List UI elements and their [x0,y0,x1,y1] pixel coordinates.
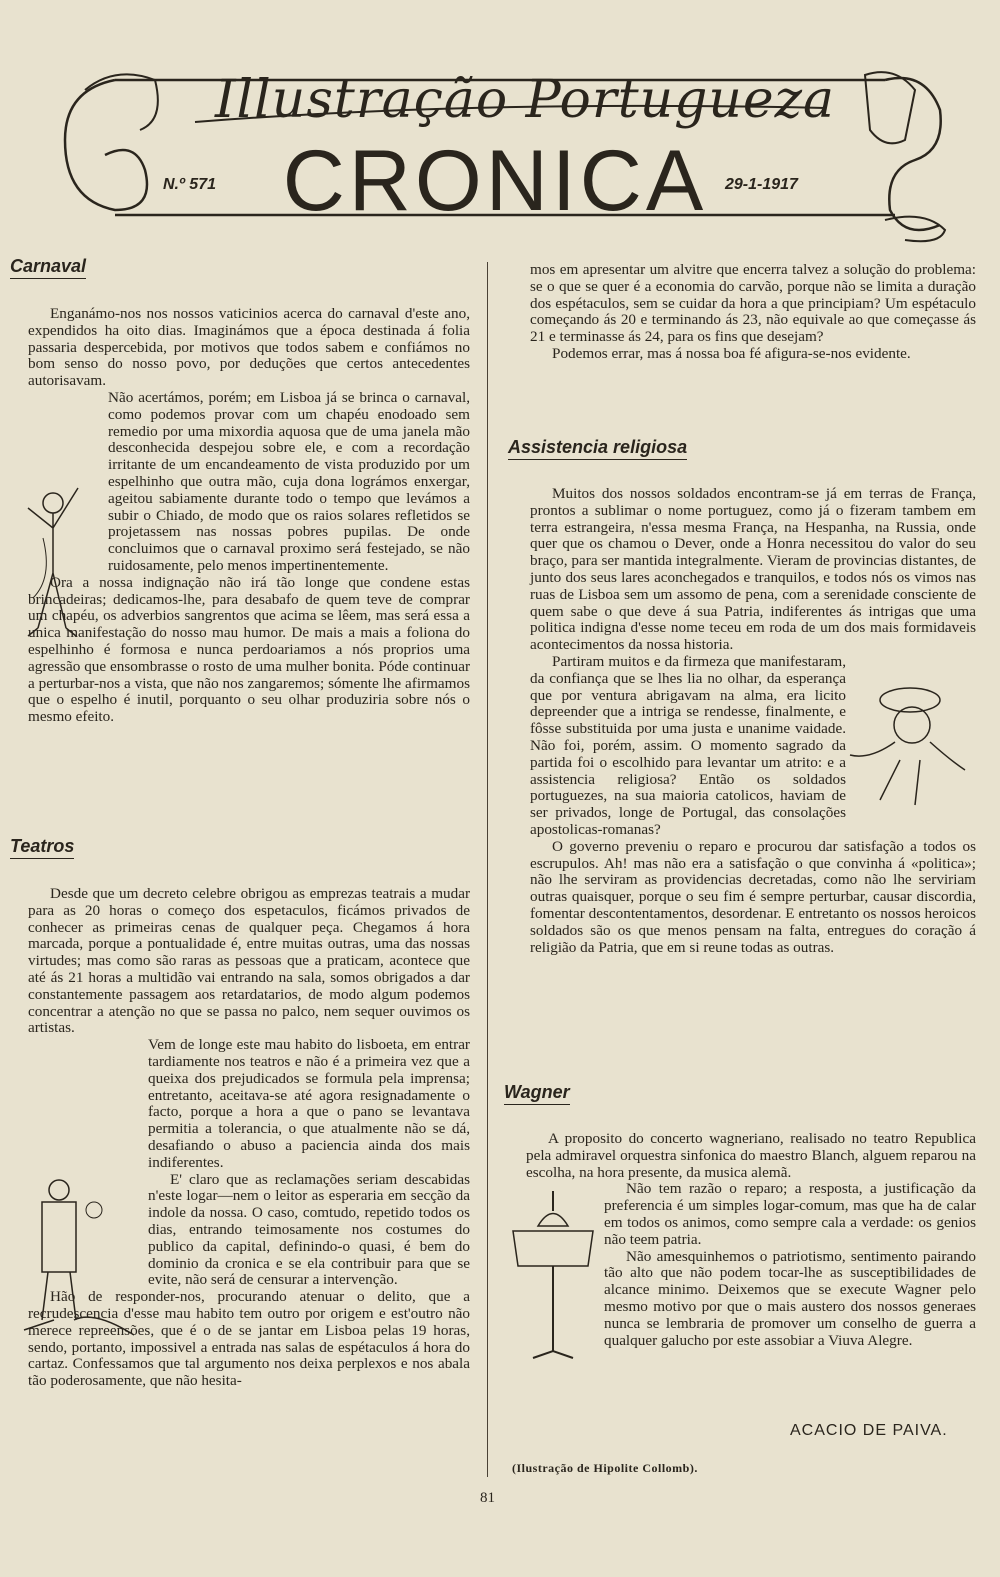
carnival-figure-illustration [18,478,98,648]
author-signature: ACACIO DE PAIVA. [790,1422,948,1439]
paragraph: E' claro que as reclamações seriam descabidas n'este logar—nem o leitor as esperaria em secção da indole da nossa. O caso, comtudo, repetido todos os dias, entrando teimosamente nos costumes do publico da capital, definindo-o quasi, é bem do dominio da cronica e se ela contribuir para que se evite, não será de censurar a intervenção. [148,1170,470,1289]
music-stand-helmet-illustration [508,1186,598,1366]
issue-number: N.º 571 [163,176,216,193]
paragraph: Podemos errar, mas á nossa boa fé afigura-se-nos evidente. [552,344,911,362]
paragraph: Vem de longe este mau habito do lisboeta, em entrar tardiamente nos teatros e não é a primeira vez que a queixa dos prejudicados se formula pela imprensa; entretanto, aceitava-se até agora resignadamente o facto, porque a hora a que o pano se levantava permitia a tolerancia, o que atualmente não se dá, desafiando o abuso a paciencia ainda dos mais indiferentes. [148,1036,470,1171]
theatre-figure-illustration [14,1170,144,1340]
paragraph: Não amesquinhemos o patriotismo, sentimento pairando tão alto que não podem tocar-lhe as susceptibilidades de alcance minimo. Deixemos que se execute Wagner pelo mesmo motivo por que o mais austero dos nossos generaes nunca se lembraria de promover um conselho de guerra a qualquer galucho por este assobiar a Viuva Alegre. [604,1247,976,1349]
magazine-title: Illustração Portugueza [214,70,836,130]
issue-date: 29-1-1917 [725,176,798,193]
paragraph: Ora a nossa indignação não irá tão longe que condene estas brincadeiras; dedicamos-lhe, para desabafo de quem teve de comprar um chapéu, os adverbios sangrentos que acima se lêem, mas será essa a unica manifestação do nosso mau humor. De mais a mais a foliona do espelhinho é formosa e nunca perdoariamos a nós proprios uma agressão que ensombrasse o rosto de uma mulher bonita. Póde continuar a perturbar-nos a vista, que não nos zangaremos; sómente lhe afirmamos que o espelho é inutil, porquanto o seu olhar produziria sobre nós o mesmo efeito. [28,573,470,726]
illustration-credit: (Ilustração de Hipolite Collomb). [512,1461,698,1475]
teatros-continuation [530,262,976,363]
paragraph: Desde que um decreto celebre obrigou as emprezas teatrais a mudar para as 20 horas o começo dos espetaculos, ficámos privados de conhecer as primeiras cenas de qualquer peça. Chegamos á hora marcada, porque a pontualidade é, entre muitas outras, uma das nossas virtudes; mas como são raras as pessoas que a praticam, acontece que até ás 21 horas a multidão vai entrando na sala, somos obrigados a dar constantemente passagem aos retardatarios, de modo algum podemos concentrar a atenção no que se passa no palco, nem sequer ouvimos os artistas. [28,885,470,1037]
paragraph: Não tem razão o reparo; a resposta, a justificação da preferencia é um simples logar-comum, mas que ha de calar em todos os animos, como sempre cala a verdade: os genios não teem patria. [604,1180,976,1248]
section-title: CRONICA [282,133,708,229]
paragraph: A proposito do concerto wagneriano, realisado no teatro Republica pela admiravel orquestra sinfonica do maestro Blanch, alguem reparou na escolha, na hora presente, da musica alemã. [526,1130,976,1181]
paragraph: Hão de responder-nos, procurando atenuar o delito, que a recrudescencia d'esse mau habito tem outro por origem e est'outro não merece repreensões, que é o de se jantar em Lisboa pelas 19 horas, sendo, portanto, impossivel a entrada nas salas de espétaculos á hora do cartaz. Confessamos que tal argumento nos deixa perplexos e nos abala tão poderosamente, que não hesita- [28,1288,470,1390]
paragraph: Partiram muitos e da firmeza que manifestaram, da confiança que se lhes lia no olhar, da esperança que por ventura abrigavam na alma, era licito depreender que a intriga se rendesse, finalmente, e fôsse substituida por uma justa e unanime vaidade. Não foi, porém, assim. O momento sagrado da partida foi o escolhido para levantar um atrito: e a assistencia religiosa? Então os soldados portuguezes, na sua maioria catolicos, haviam de ser privados, longe de Portugal, das consolações apostolicas-romanas? [530,652,846,838]
column-divider [487,262,488,1477]
paragraph: O governo preveniu o reparo e procurou dar satisfação a todos os escrupulos. Ah! mas não era a satisfação o que convinha á «politica»; não lhe serviram as providencias decretadas, como não lhe serviriam outras quaisquer, porque o seu fim é sempre perturbar, causar discordia, fomentar descontentamentos, desordenar. E entretanto os nossos heroicos soldados são os que menos pensam na falta, entregues do coração á religião da Patria, que em si reune todas as outras. [530,837,976,956]
heading-carnaval: Carnaval [10,256,86,279]
heading-wagner: Wagner [504,1082,570,1105]
paragraph: Muitos dos nossos soldados encontram-se já em terras de França, prontos a sublimar o nome portuguez, como já o fizeram tambem em terra estrangeira, n'essa mesma França, na Hespanha, na Russia, onde quer que os chamou o Dever, onde a Honra necessitou do valor do seu braço, para ser mantida integralmente. Vieram de provincias distantes, de junto dos seus lares aconchegados e tranquilos, e todos nós os vimos nas ruas de Lisboa sem um assomo de pena, com a serenidade consciente de quem sabe o que deve á sua Patria, indiferentes ás intrigas que uma politica indigna d'esse nome teceu em roda de um dos mais formidaveis acontecimentos da nossa historia. [530,485,976,654]
heading-assistencia-religiosa: Assistencia religiosa [508,437,687,460]
soldier-priest-illustration [840,680,970,820]
paragraph: Não acertámos, porém; em Lisboa já se brinca o carnaval, como podemos provar com um chapéu enodoado sem remedio por uma mixordia aquosa que de uma janela mão desconhecida despejou sobre ele, e com a recordação irritante de um encandeamento de vista produzido por um espelhinho que outra mão, cuja dona lográmos enxergar, ageitou sabiamente durante todo o tempo que levámos a subir o Chiado, de modo que os raios solares refletidos se projetassem nas nossas pobres pupilas. De onde concluimos que o carnaval proximo será festejado, se não ruidosamente, pelo menos impertinentemente. [108,388,470,574]
masthead [45,60,955,250]
paragraph: Enganámo-nos nos nossos vaticinios acerca do carnaval d'este ano, expendidos ha oito dias. Imaginámos que a época destinada á folia passaria despercebida, por motivos que todos sabem e confiámos no bom senso do nosso povo, por deduções que certos antecedentes autorisavam. [28,305,470,390]
page-number: 81 [480,1490,495,1506]
heading-teatros: Teatros [10,836,74,859]
paragraph: mos em apresentar um alvitre que encerra talvez a solução do problema: se o que se quer é a economia do carvão, porque não se limita a duração dos espétaculos, sem se cuidar da hora a que principiam? Um espétaculo começando ás 20 e terminando ás 23, não equivale ao que começasse ás 21 e terminasse ás 24, para os fins que desejam? [530,261,976,346]
